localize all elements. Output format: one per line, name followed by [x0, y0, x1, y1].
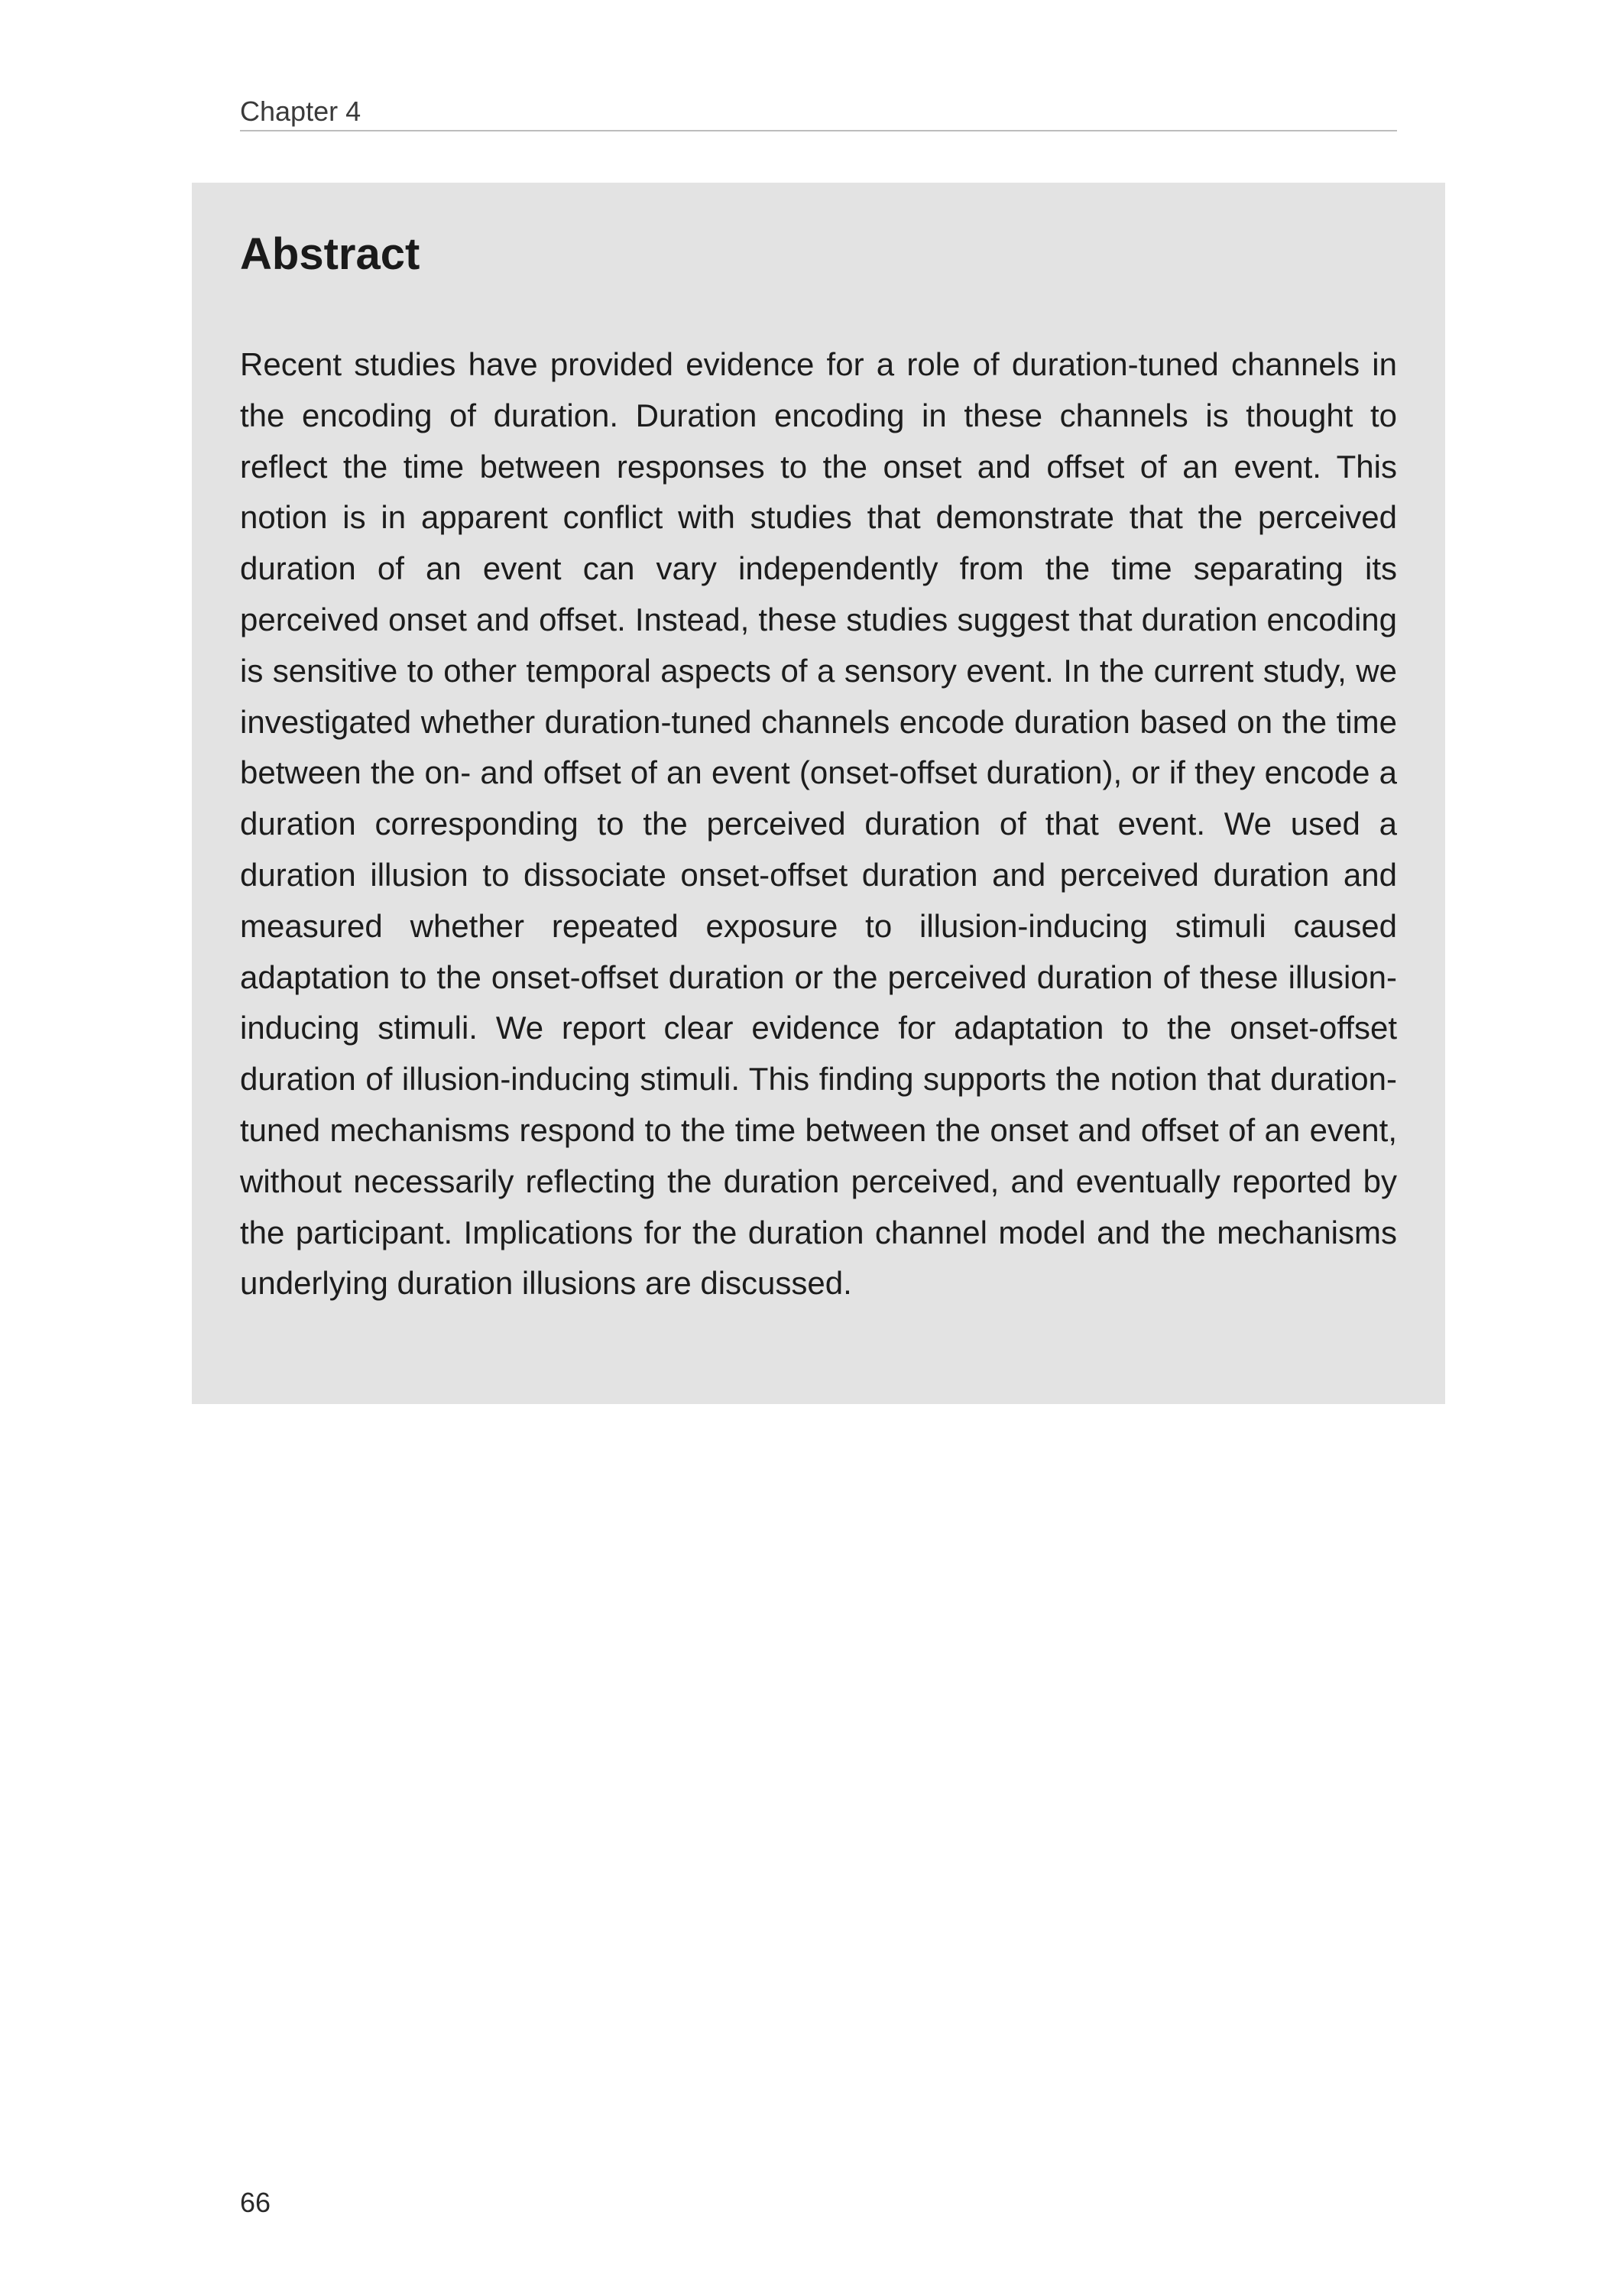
abstract-body: Recent studies have provided evidence for a role of duration-tuned channels in the encoding of duration. Duration encoding in these channels is thought to reflect the time between responses to the onset and offset of an event. This notion is in apparent conflict with studies that demonstrate that the perceived duration of an event can vary independently from the time separating its perceived onset and offset. Instead, these studies suggest that duration encoding is sensitive to other temporal aspects of a sensory event. In the current study, we investigated whether duration-tuned channels encode duration based on the time between the on- and offset of an event (onset-offset duration), or if they encode a duration corresponding to the perceived duration of that event. We used a duration illusion to dissociate onset-offset duration and perceived duration and measured whether repeated exposure to illusion-inducing stimuli caused adaptation to the onset-offset duration or the perceived duration of these illusion-inducing stimuli. We report clear evidence for adaptation to the onset-offset duration of illusion-inducing stimuli. This finding supports the notion that duration-tuned mechanisms respond to the time between the onset and offset of an event, without necessarily reflecting the duration perceived, and eventually reported by the participant. Implications for the duration channel model and the mechanisms underlying duration illusions are discussed.	[240, 346, 1397, 1302]
running-header	[240, 92, 1397, 131]
abstract-heading: Abstract	[240, 229, 420, 279]
page-number: 66	[240, 2187, 271, 2218]
running-header-title: Chapter 4	[240, 96, 361, 127]
